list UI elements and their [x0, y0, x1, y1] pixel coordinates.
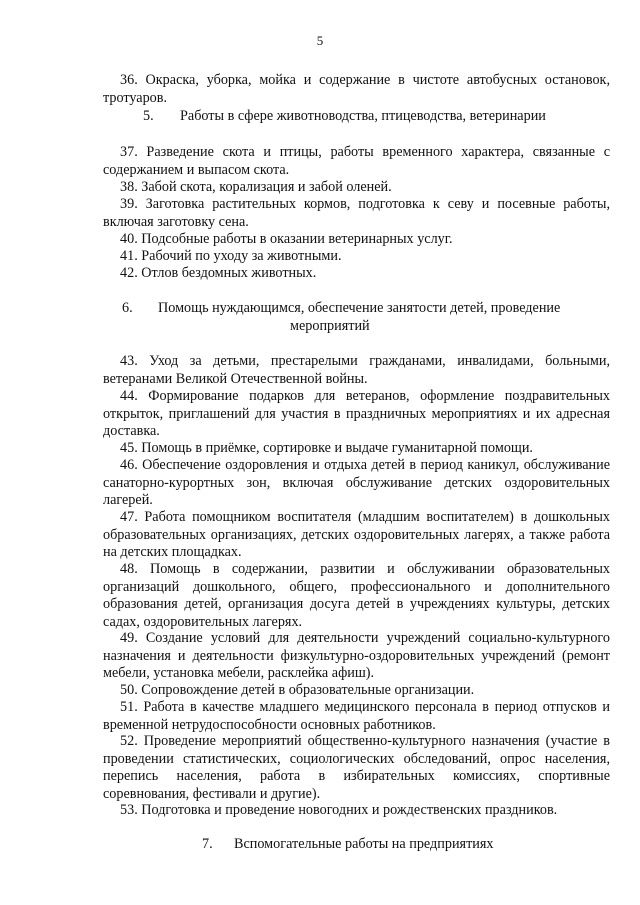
section-7-number: 7.	[202, 836, 213, 852]
list-item-51: 51. Работа в качестве младшего медицинского персонала в период отпусков и временной нетрудоспособности основных работников.	[103, 699, 610, 733]
section-6-title-line2: мероприятий	[290, 318, 370, 334]
page-number: 5	[316, 33, 324, 48]
list-item-44: 44. Формирование подарков для ветеранов, оформление поздравительных открыток, приглашений для участия в праздничных мероприятиях и их адресная доставка.	[103, 388, 610, 439]
list-item-39: 39. Заготовка растительных кормов, подготовка к севу и посевные работы, включая заготовку сена.	[103, 196, 610, 230]
list-item-38: 38. Забой скота, корализация и забой оленей.	[120, 179, 392, 195]
list-item-47: 47. Работа помощником воспитателя (младшим воспитателем) в дошкольных образовательных организациях, детских оздоровительных лагерях, а также работа на детских площадках.	[103, 509, 610, 560]
list-item-43: 43. Уход за детьми, престарелыми гражданами, инвалидами, больными, ветеранами Великой Отечественной войны.	[103, 353, 610, 387]
list-item-42: 42. Отлов бездомных животных.	[120, 265, 317, 281]
list-item-50: 50. Сопровождение детей в образовательные организации.	[120, 682, 475, 698]
section-6-number: 6.	[122, 300, 133, 316]
list-item-52: 52. Проведение мероприятий общественно-культурного назначения (участие в проведении статистических, социологических обследований, опрос населения, перепись населения, работа в избирательных комиссиях, спортивные соревнования, фестивали и другие).	[103, 733, 610, 802]
section-5-title: Работы в сфере животноводства, птицеводства, ветеринарии	[180, 108, 546, 124]
list-item-48: 48. Помощь в содержании, развитии и обслуживании образовательных организаций дошкольного, общего, профессионального и дополнительного образования детей, организация досуга детей в учреждениях культуры, детских садах, оздоровительных лагерях.	[103, 561, 610, 630]
list-item-49: 49. Создание условий для деятельности учреждений социально-культурного назначения и деятельности физкультурно-оздоровительных учреждений (ремонт мебели, установка мебели, расклейка афиш).	[103, 630, 610, 681]
list-item-45: 45. Помощь в приёмке, сортировке и выдаче гуманитарной помощи.	[120, 440, 533, 456]
list-item-37: 37. Разведение скота и птицы, работы временного характера, связанные с содержанием и выпасом скота.	[103, 144, 610, 178]
section-6-title-line1: Помощь нуждающимся, обеспечение занятости детей, проведение	[158, 300, 561, 316]
list-item-40: 40. Подсобные работы в оказании ветеринарных услуг.	[120, 231, 453, 247]
section-5-number: 5.	[143, 108, 154, 124]
list-item-36: 36. Окраска, уборка, мойка и содержание в чистоте автобусных остановок, тротуаров.	[103, 72, 610, 106]
section-7-title: Вспомогательные работы на предприятиях	[234, 836, 494, 852]
list-item-53: 53. Подготовка и проведение новогодних и рождественских праздников.	[120, 802, 558, 818]
list-item-46: 46. Обеспечение оздоровления и отдыха детей в период каникул, обслуживание санаторно-курортных зон, включая обслуживание детских оздоровительных лагерей.	[103, 457, 610, 508]
list-item-41: 41. Рабочий по уходу за животными.	[120, 248, 342, 264]
